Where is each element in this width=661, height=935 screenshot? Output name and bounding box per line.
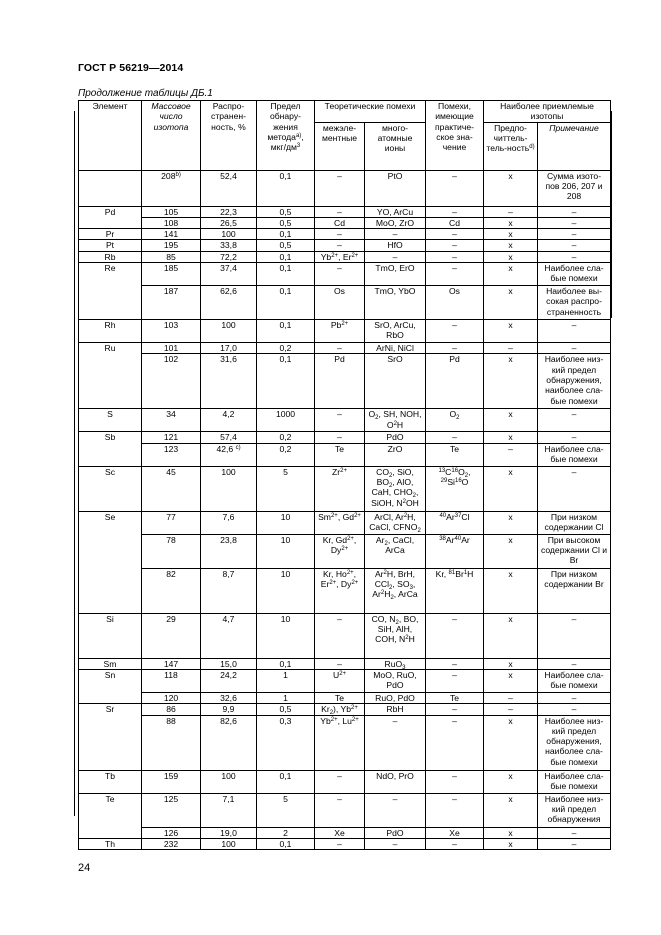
cell-note: Сумма изото-пов 206, 207 и 208 bbox=[538, 170, 611, 206]
table-row bbox=[79, 770, 611, 793]
cell-abundance: 42,6 $^{c)}$ bbox=[201, 443, 257, 466]
cell-preferred: – bbox=[484, 343, 538, 354]
table-row bbox=[79, 409, 611, 432]
cell-note: – bbox=[538, 432, 611, 443]
cell-abundance: 17,0 bbox=[201, 343, 257, 354]
cell-mass: 108 bbox=[142, 217, 201, 228]
cell-limit: 0,2 bbox=[257, 432, 315, 443]
cell-mass: 232 bbox=[142, 838, 201, 849]
table-row bbox=[79, 217, 611, 228]
cell-preferred: x bbox=[484, 793, 538, 827]
cell-mass: 86 bbox=[142, 704, 201, 715]
cell-abundance: 4,7 bbox=[201, 613, 257, 658]
cell-interelement: Pd bbox=[315, 354, 365, 409]
col-polyatomic: много-атомные ионы bbox=[365, 122, 426, 170]
cell-practical: – bbox=[426, 838, 484, 849]
cell-polyatomic: YO, ArCu bbox=[365, 206, 426, 217]
cell-practical: – bbox=[426, 343, 484, 354]
cell-interelement: – bbox=[315, 770, 365, 793]
cell-preferred: x bbox=[484, 770, 538, 793]
cell-abundance: 22,3 bbox=[201, 206, 257, 217]
cell-abundance: 57,4 bbox=[201, 432, 257, 443]
col-theoretical: Теоретические помехи bbox=[315, 101, 426, 123]
cell-interelement: – bbox=[315, 170, 365, 206]
cell-element: Rh bbox=[79, 320, 142, 343]
col-preferred: Предпо-читтель-тель-ность$^{d)}$ bbox=[484, 122, 538, 170]
cell-interelement: Kr, $Gd^{2+}$, $Dy^{2+}$ bbox=[315, 534, 365, 568]
cell-polyatomic: PdO bbox=[365, 432, 426, 443]
table-row bbox=[79, 793, 611, 827]
cell-preferred: x bbox=[484, 354, 538, 409]
cell-note: – bbox=[538, 409, 611, 432]
cell-mass: 45 bbox=[142, 466, 201, 511]
cell-polyatomic: PdO bbox=[365, 827, 426, 838]
cell-mass: 125 bbox=[142, 793, 201, 827]
cell-interelement: $Sm^{2+}$, $Gd^{2+}$ bbox=[315, 511, 365, 534]
cell-interelement: – bbox=[315, 409, 365, 432]
table-row bbox=[79, 827, 611, 838]
cell-limit: 0,2 bbox=[257, 343, 315, 354]
table-row bbox=[79, 613, 611, 658]
col-note: Примечание bbox=[538, 122, 611, 170]
cell-note: Наиболее сла-бые помехи bbox=[538, 669, 611, 692]
cell-note: – bbox=[538, 240, 611, 251]
cell-limit: 10 bbox=[257, 613, 315, 658]
cell-practical: Xe bbox=[426, 827, 484, 838]
table-row bbox=[79, 432, 611, 443]
cell-limit: 0,1 bbox=[257, 286, 315, 320]
cell-practical: – bbox=[426, 240, 484, 251]
cell-preferred: x bbox=[484, 613, 538, 658]
cell-polyatomic: SrO, ArCu, RbO bbox=[365, 320, 426, 343]
cell-practical: – bbox=[426, 613, 484, 658]
cell-polyatomic: CO, $N_2$, BO, SiH, AlH, COH, $N^2H$ bbox=[365, 613, 426, 658]
cell-mass: 78 bbox=[142, 534, 201, 568]
cell-preferred: x bbox=[484, 715, 538, 770]
cell-abundance: 9,9 bbox=[201, 704, 257, 715]
cell-preferred: x bbox=[484, 534, 538, 568]
col-limit: Предел обнару-жения метода$^{а)}$, мкг/$дм^3$ bbox=[257, 101, 315, 171]
cell-element: Sr bbox=[79, 704, 142, 770]
cell-abundance: 15,0 bbox=[201, 658, 257, 669]
cell-polyatomic: ZrO bbox=[365, 443, 426, 466]
cell-preferred: x bbox=[484, 511, 538, 534]
cell-mass: 29 bbox=[142, 613, 201, 658]
cell-mass: 82 bbox=[142, 568, 201, 613]
cell-mass: 101 bbox=[142, 343, 201, 354]
cell-note: При низком содержании Br bbox=[538, 568, 611, 613]
cell-note: – bbox=[538, 229, 611, 240]
isotope-table bbox=[78, 100, 611, 850]
cell-practical: Te bbox=[426, 692, 484, 703]
document-header: ГОСТ Р 56219—2014 bbox=[78, 62, 184, 74]
cell-preferred: x bbox=[484, 568, 538, 613]
cell-interelement: $Yb^{2+}$, $Lu^{2+}$ bbox=[315, 715, 365, 770]
cell-preferred: x bbox=[484, 286, 538, 320]
cell-abundance: 100 bbox=[201, 229, 257, 240]
cell-mass: 34 bbox=[142, 409, 201, 432]
revision-bar-right bbox=[611, 111, 612, 318]
table-row bbox=[79, 320, 611, 343]
cell-practical: – bbox=[426, 229, 484, 240]
cell-interelement: – bbox=[315, 263, 365, 286]
cell-note: Наиболее сла-бые помехи bbox=[538, 770, 611, 793]
cell-mass: 159 bbox=[142, 770, 201, 793]
cell-polyatomic: $Ar_2$, CaCl, ArCa bbox=[365, 534, 426, 568]
cell-abundance: 62,6 bbox=[201, 286, 257, 320]
cell-polyatomic: – bbox=[365, 793, 426, 827]
cell-practical: $^{40}$Ar$^{37}$Cl bbox=[426, 511, 484, 534]
cell-note: Наиболее низ-кий предел обнаружения bbox=[538, 793, 611, 827]
cell-element: Tb bbox=[79, 770, 142, 793]
cell-practical: $^{38}$Ar$^{40}$Ar bbox=[426, 534, 484, 568]
table-row bbox=[79, 354, 611, 409]
table-row bbox=[79, 170, 611, 206]
cell-note: – bbox=[538, 206, 611, 217]
cell-polyatomic: – bbox=[365, 838, 426, 849]
cell-interelement: $Pb^{2+}$ bbox=[315, 320, 365, 343]
cell-preferred: x bbox=[484, 658, 538, 669]
cell-mass: 103 bbox=[142, 320, 201, 343]
cell-interelement: – bbox=[315, 206, 365, 217]
cell-limit: 0,3 bbox=[257, 715, 315, 770]
cell-interelement: Kr, $Ho^{2+}$, $Er^{2+}$, $Dy^{2+}$ bbox=[315, 568, 365, 613]
table-row bbox=[79, 251, 611, 262]
cell-note: – bbox=[538, 343, 611, 354]
cell-polyatomic: RuO$_3$ bbox=[365, 658, 426, 669]
cell-note: При низком содержании Cl bbox=[538, 511, 611, 534]
cell-practical: – bbox=[426, 704, 484, 715]
cell-polyatomic: MoO, ZrO bbox=[365, 217, 426, 228]
cell-note: – bbox=[538, 613, 611, 658]
cell-interelement: $U^{2+}$ bbox=[315, 669, 365, 692]
cell-practical: – bbox=[426, 251, 484, 262]
cell-abundance: 19,0 bbox=[201, 827, 257, 838]
cell-note: – bbox=[538, 217, 611, 228]
col-practical: Помехи, имеющие практиче-ское зна-чение bbox=[426, 101, 484, 171]
cell-preferred: x bbox=[484, 320, 538, 343]
cell-element: Si bbox=[79, 613, 142, 658]
cell-preferred: x bbox=[484, 263, 538, 286]
cell-abundance: 100 bbox=[201, 838, 257, 849]
cell-mass: 121 bbox=[142, 432, 201, 443]
table-row bbox=[79, 715, 611, 770]
cell-abundance: 23,8 bbox=[201, 534, 257, 568]
cell-interelement: Os bbox=[315, 286, 365, 320]
cell-interelement: $Zr^{2+}$ bbox=[315, 466, 365, 511]
cell-interelement: – bbox=[315, 793, 365, 827]
cell-practical: Te bbox=[426, 443, 484, 466]
cell-limit: 0,1 bbox=[257, 263, 315, 286]
cell-limit: 0,1 bbox=[257, 251, 315, 262]
cell-abundance: 100 bbox=[201, 770, 257, 793]
cell-practical: Pd bbox=[426, 354, 484, 409]
cell-element: Sn bbox=[79, 669, 142, 703]
cell-mass: 118 bbox=[142, 669, 201, 692]
cell-preferred: x bbox=[484, 251, 538, 262]
cell-note: – bbox=[538, 838, 611, 849]
cell-element: Te bbox=[79, 793, 142, 838]
cell-element: Ru bbox=[79, 343, 142, 409]
cell-interelement: $Kr_2$), $Yb^{2+}$ bbox=[315, 704, 365, 715]
cell-limit: 0,5 bbox=[257, 206, 315, 217]
cell-element bbox=[79, 170, 142, 206]
cell-interelement: Cd bbox=[315, 217, 365, 228]
cell-limit: 0,1 bbox=[257, 229, 315, 240]
cell-mass: 85 bbox=[142, 251, 201, 262]
cell-limit: 5 bbox=[257, 793, 315, 827]
cell-element: Sc bbox=[79, 466, 142, 511]
cell-mass: 208$^{b)}$ bbox=[142, 170, 201, 206]
cell-limit: 0,1 bbox=[257, 770, 315, 793]
cell-element: Se bbox=[79, 511, 142, 613]
cell-polyatomic: – bbox=[365, 229, 426, 240]
cell-interelement: – bbox=[315, 432, 365, 443]
cell-limit: 0,1 bbox=[257, 170, 315, 206]
table-row bbox=[79, 343, 611, 354]
cell-limit: 1000 bbox=[257, 409, 315, 432]
cell-preferred: x bbox=[484, 240, 538, 251]
cell-practical: $O_2$ bbox=[426, 409, 484, 432]
cell-mass: 105 bbox=[142, 206, 201, 217]
cell-limit: 0,5 bbox=[257, 704, 315, 715]
col-element: Элемент bbox=[79, 101, 142, 171]
cell-preferred: x bbox=[484, 229, 538, 240]
col-best: Наиболее приемлемые изотопы bbox=[484, 101, 611, 123]
cell-limit: 0,1 bbox=[257, 658, 315, 669]
cell-abundance: 100 bbox=[201, 466, 257, 511]
cell-note: Наиболее сла-бые помехи bbox=[538, 443, 611, 466]
cell-limit: 0,1 bbox=[257, 838, 315, 849]
table-row bbox=[79, 534, 611, 568]
table-row bbox=[79, 240, 611, 251]
cell-interelement: Xe bbox=[315, 827, 365, 838]
cell-abundance: 8,7 bbox=[201, 568, 257, 613]
cell-limit: 10 bbox=[257, 534, 315, 568]
cell-element: S bbox=[79, 409, 142, 432]
cell-interelement: – bbox=[315, 613, 365, 658]
table-row bbox=[79, 511, 611, 534]
cell-mass: 147 bbox=[142, 658, 201, 669]
cell-abundance: 100 bbox=[201, 320, 257, 343]
cell-practical: Kr, $^{81}$Br$^1$H bbox=[426, 568, 484, 613]
cell-note: – bbox=[538, 466, 611, 511]
table-row bbox=[79, 692, 611, 703]
cell-interelement: – bbox=[315, 229, 365, 240]
cell-limit: 5 bbox=[257, 466, 315, 511]
cell-interelement: – bbox=[315, 838, 365, 849]
cell-mass: 77 bbox=[142, 511, 201, 534]
table-row bbox=[79, 838, 611, 849]
cell-polyatomic: – bbox=[365, 715, 426, 770]
cell-element: Pt bbox=[79, 240, 142, 251]
cell-mass: 120 bbox=[142, 692, 201, 703]
cell-element: Pd bbox=[79, 206, 142, 229]
cell-abundance: 33,8 bbox=[201, 240, 257, 251]
cell-practical: – bbox=[426, 770, 484, 793]
cell-practical: $^{13}C^{16}O_2$, $^{29}$Si$^{16}$O bbox=[426, 466, 484, 511]
col-interelement: межэле-ментные bbox=[315, 122, 365, 170]
cell-polyatomic: PtO bbox=[365, 170, 426, 206]
cell-abundance: 26,5 bbox=[201, 217, 257, 228]
cell-preferred: x bbox=[484, 669, 538, 692]
cell-limit: 0,5 bbox=[257, 240, 315, 251]
cell-mass: 126 bbox=[142, 827, 201, 838]
cell-limit: 0,2 bbox=[257, 443, 315, 466]
cell-limit: 10 bbox=[257, 568, 315, 613]
cell-interelement: Te bbox=[315, 443, 365, 466]
cell-note: Наиболее сла-бые помехи bbox=[538, 263, 611, 286]
table-row bbox=[79, 658, 611, 669]
cell-note: – bbox=[538, 827, 611, 838]
cell-preferred: x bbox=[484, 838, 538, 849]
cell-abundance: 37,4 bbox=[201, 263, 257, 286]
cell-element: Re bbox=[79, 263, 142, 320]
cell-note: – bbox=[538, 704, 611, 715]
cell-note: Наиболее вы-сокая распро-страненность bbox=[538, 286, 611, 320]
cell-element: Pr bbox=[79, 229, 142, 240]
cell-preferred: – bbox=[484, 443, 538, 466]
table-row bbox=[79, 263, 611, 286]
cell-note: – bbox=[538, 320, 611, 343]
cell-preferred: – bbox=[484, 692, 538, 703]
cell-abundance: 4,2 bbox=[201, 409, 257, 432]
col-mass-number: Массовое число изотопа bbox=[142, 101, 201, 171]
cell-polyatomic: NdO, PrO bbox=[365, 770, 426, 793]
cell-polyatomic: ArCl, Ar$^2$H, CaCl, $CFNO_2$ bbox=[365, 511, 426, 534]
cell-polyatomic: Ar$^2$H, BrH, CCl$_2$, $SO_3$, $Ar^2H_2$, ArCa bbox=[365, 568, 426, 613]
cell-abundance: 24,2 bbox=[201, 669, 257, 692]
cell-limit: 1 bbox=[257, 669, 315, 692]
cell-mass: 141 bbox=[142, 229, 201, 240]
cell-abundance: 31,6 bbox=[201, 354, 257, 409]
table-row bbox=[79, 568, 611, 613]
cell-mass: 123 bbox=[142, 443, 201, 466]
cell-abundance: 7,6 bbox=[201, 511, 257, 534]
cell-practical: – bbox=[426, 715, 484, 770]
cell-preferred: x bbox=[484, 432, 538, 443]
table-caption: Продолжение таблицы ДБ.1 bbox=[78, 88, 213, 99]
cell-practical: Cd bbox=[426, 217, 484, 228]
cell-limit: 0,1 bbox=[257, 354, 315, 409]
cell-abundance: 52,4 bbox=[201, 170, 257, 206]
cell-element: Sb bbox=[79, 432, 142, 466]
cell-limit: 0,5 bbox=[257, 217, 315, 228]
cell-note: Наиболее низ-кий предел обнаружения, наиболее сла-бые помехи bbox=[538, 354, 611, 409]
cell-polyatomic: ArNi, NiCl bbox=[365, 343, 426, 354]
cell-preferred: – bbox=[484, 704, 538, 715]
cell-practical: – bbox=[426, 432, 484, 443]
cell-polyatomic: $O_2$, SH, NOH, $O^2H$ bbox=[365, 409, 426, 432]
cell-preferred: x bbox=[484, 827, 538, 838]
cell-polyatomic: SrO bbox=[365, 354, 426, 409]
cell-interelement: – bbox=[315, 343, 365, 354]
cell-note: При высоком содержании Cl и Br bbox=[538, 534, 611, 568]
table-row bbox=[79, 704, 611, 715]
cell-limit: 10 bbox=[257, 511, 315, 534]
cell-preferred: – bbox=[484, 206, 538, 217]
cell-preferred: x bbox=[484, 170, 538, 206]
cell-abundance: 32,6 bbox=[201, 692, 257, 703]
cell-mass: 195 bbox=[142, 240, 201, 251]
cell-note: – bbox=[538, 658, 611, 669]
cell-note: – bbox=[538, 251, 611, 262]
cell-limit: 1 bbox=[257, 692, 315, 703]
cell-note: – bbox=[538, 692, 611, 703]
cell-mass: 88 bbox=[142, 715, 201, 770]
table-row bbox=[79, 206, 611, 217]
table-body bbox=[79, 170, 611, 850]
table-row bbox=[79, 466, 611, 511]
revision-bar-left bbox=[74, 111, 75, 816]
cell-mass: 187 bbox=[142, 286, 201, 320]
cell-polyatomic: RbH bbox=[365, 704, 426, 715]
cell-note: Наиболее низ-кий предел обнаружения, наиболее сла-бые помехи bbox=[538, 715, 611, 770]
cell-practical: – bbox=[426, 263, 484, 286]
cell-limit: 2 bbox=[257, 827, 315, 838]
cell-interelement: $Yb^{2+}$, $Er^{2+}$ bbox=[315, 251, 365, 262]
cell-interelement: – bbox=[315, 240, 365, 251]
cell-mass: 185 bbox=[142, 263, 201, 286]
cell-practical: Os bbox=[426, 286, 484, 320]
page-number: 24 bbox=[78, 862, 91, 874]
cell-element: Sm bbox=[79, 658, 142, 669]
cell-element: Rb bbox=[79, 251, 142, 262]
cell-polyatomic: TmO, YbO bbox=[365, 286, 426, 320]
cell-polyatomic: MoO, RuO, PdO bbox=[365, 669, 426, 692]
table-row bbox=[79, 286, 611, 320]
cell-polyatomic: TmO, ErO bbox=[365, 263, 426, 286]
cell-element: Th bbox=[79, 838, 142, 849]
cell-polyatomic: – bbox=[365, 251, 426, 262]
cell-abundance: 82,6 bbox=[201, 715, 257, 770]
cell-polyatomic: $CO_2$, SiO, $BO_2$, AlO, CaH, $CHO_2$, SiOH, $N^2OH$ bbox=[365, 466, 426, 511]
cell-preferred: x bbox=[484, 409, 538, 432]
cell-polyatomic: HfO bbox=[365, 240, 426, 251]
cell-interelement: Te bbox=[315, 692, 365, 703]
cell-practical: – bbox=[426, 669, 484, 692]
cell-interelement: – bbox=[315, 658, 365, 669]
cell-abundance: 72,2 bbox=[201, 251, 257, 262]
cell-practical: – bbox=[426, 320, 484, 343]
cell-abundance: 7,1 bbox=[201, 793, 257, 827]
table-row bbox=[79, 443, 611, 466]
cell-limit: 0,1 bbox=[257, 320, 315, 343]
cell-preferred: x bbox=[484, 466, 538, 511]
cell-practical: – bbox=[426, 793, 484, 827]
cell-preferred: x bbox=[484, 217, 538, 228]
cell-polyatomic: RuO, PdO bbox=[365, 692, 426, 703]
cell-practical: – bbox=[426, 206, 484, 217]
cell-practical: – bbox=[426, 170, 484, 206]
table-row bbox=[79, 229, 611, 240]
table-row bbox=[79, 669, 611, 692]
cell-practical: – bbox=[426, 658, 484, 669]
cell-mass: 102 bbox=[142, 354, 201, 409]
col-abundance: Распро-странен-ность, % bbox=[201, 101, 257, 171]
